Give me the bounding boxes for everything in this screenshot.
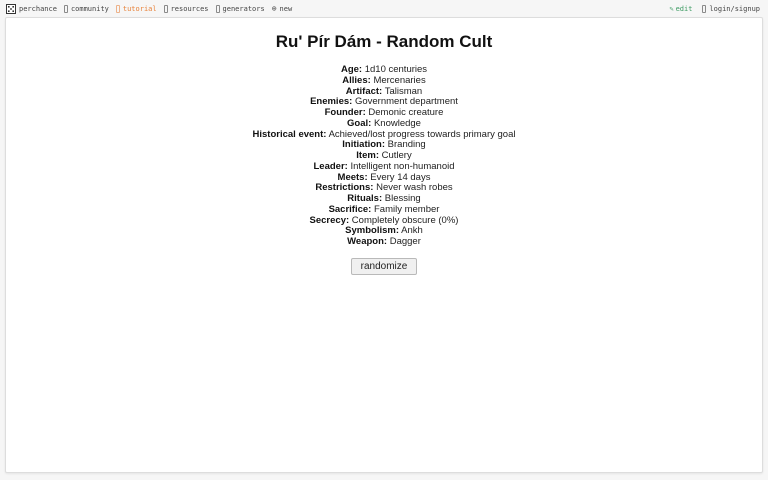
nav-item-resources[interactable]: [164, 5, 209, 13]
attribute-label: Artifact:: [345, 85, 383, 97]
attribute-value: Knowledge: [373, 117, 421, 129]
attribute-label: Allies:: [342, 74, 371, 86]
page-title: Ru' Pír Dám - Random Cult: [275, 32, 493, 51]
edit-link[interactable]: [669, 5, 692, 13]
attribute-value: Government department: [354, 96, 458, 108]
attribute-value: 1d10 centuries: [364, 64, 428, 75]
resources-icon: [164, 5, 168, 13]
attribute-label: Weapon:: [347, 236, 388, 247]
attribute-value: Achieved/lost progress towards primary goal: [328, 128, 516, 140]
generators-icon: [216, 5, 220, 13]
attribute-value: Mercenaries: [373, 74, 426, 86]
edit-pencil-icon: ✎: [669, 4, 674, 13]
perchance-dice-icon: [6, 4, 16, 14]
attribute-label: Historical event:: [252, 128, 327, 140]
login-signup-link[interactable]: [702, 5, 760, 13]
new-plus-icon: ⊕: [271, 3, 277, 13]
nav-label-new: new: [279, 4, 293, 13]
community-icon: [64, 5, 68, 13]
nav-label-tutorial: tutorial: [122, 4, 157, 13]
attribute-value: Talisman: [384, 85, 423, 97]
attribute-label: Enemies:: [310, 96, 353, 108]
attribute-value: Dagger: [389, 236, 421, 247]
attribute-value: Ankh: [401, 225, 423, 237]
nav-item-community[interactable]: [64, 5, 109, 13]
attribute-label: Secrecy:: [309, 214, 350, 226]
attribute-row: [6, 237, 762, 248]
attribute-value: Family member: [373, 203, 440, 215]
randomize-button[interactable]: randomize: [351, 258, 418, 275]
top-navbar: [0, 0, 768, 17]
attribute-label: Goal:: [347, 117, 372, 129]
nav-item-new[interactable]: [272, 5, 292, 13]
attribute-label: Meets:: [337, 171, 368, 183]
attribute-value: Every 14 days: [370, 171, 431, 183]
attribute-value: Completely obscure (0%): [351, 214, 459, 226]
attribute-value: Never wash robes: [376, 182, 453, 194]
attribute-label: Sacrifice:: [328, 203, 372, 215]
attribute-label: Symbolism:: [345, 225, 400, 237]
attribute-label: Restrictions:: [315, 182, 374, 194]
attribute-label: Leader:: [313, 160, 348, 172]
nav-item-generators[interactable]: [216, 5, 265, 13]
login-icon: [702, 5, 706, 13]
login-label: login/signup: [709, 4, 760, 13]
generator-output-panel: [5, 17, 763, 473]
attribute-list: [6, 65, 762, 248]
edit-label: edit: [675, 4, 693, 13]
attribute-value: Cutlery: [381, 150, 412, 161]
nav-item-tutorial[interactable]: [116, 5, 157, 13]
attribute-value: Demonic creature: [368, 107, 444, 118]
attribute-label: Initiation:: [342, 139, 386, 151]
perchance-home-link[interactable]: [6, 4, 57, 14]
nav-label-community: community: [70, 4, 109, 13]
nav-label-generators: generators: [222, 4, 265, 13]
attribute-value: Intelligent non-humanoid: [350, 160, 455, 172]
attribute-label: Rituals:: [347, 193, 383, 204]
attribute-label: Founder:: [324, 107, 366, 118]
attribute-label: Item:: [356, 150, 379, 161]
attribute-value: Blessing: [384, 193, 421, 204]
attribute-label: Age:: [340, 64, 363, 75]
brand-label: perchance: [19, 4, 57, 13]
tutorial-icon: [116, 5, 120, 13]
attribute-value: Branding: [387, 139, 426, 151]
nav-label-resources: resources: [170, 4, 209, 13]
